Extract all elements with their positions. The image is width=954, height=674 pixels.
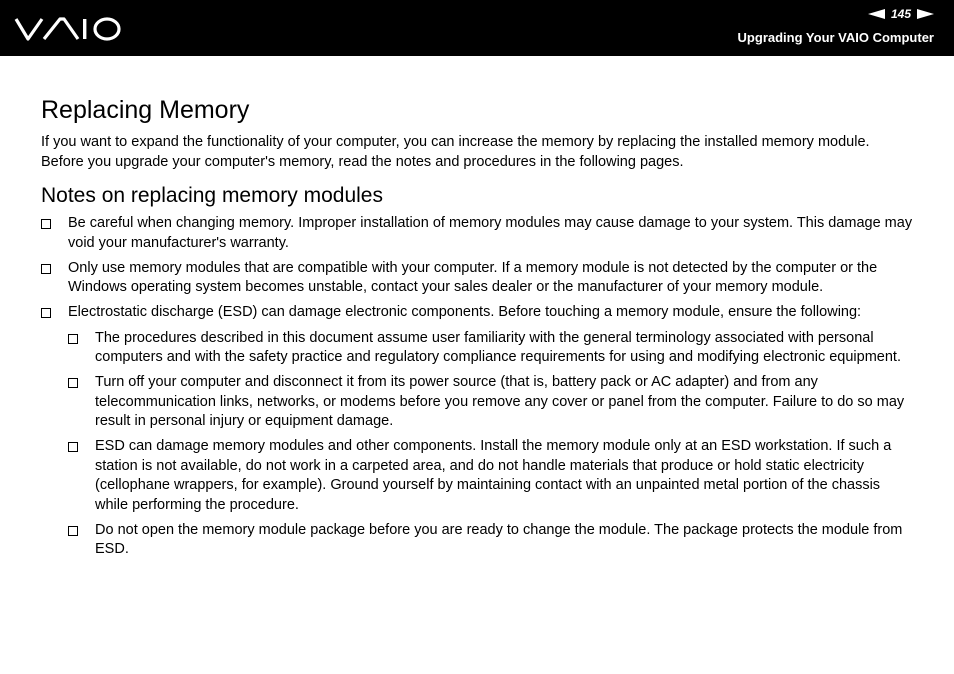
next-page-icon[interactable]: [917, 9, 934, 19]
list-item: [41, 214, 913, 253]
checkbox-bullet-icon: [68, 378, 78, 388]
vaio-logo: [14, 15, 122, 43]
list-item: [68, 329, 913, 368]
checkbox-bullet-icon: [68, 526, 78, 536]
list-item-text: Do not open the memory module package before you are ready to change the module. The package protects the module from ESD.: [95, 521, 903, 557]
list-item: [68, 521, 913, 560]
list-item-text: Be careful when changing memory. Improper installation of memory modules may cause damage to your system. This damage may void your manufacturer's warranty.: [68, 215, 913, 251]
checkbox-bullet-icon: [68, 334, 78, 344]
notes-list: [41, 214, 913, 560]
page-header: [0, 0, 954, 56]
section-title: Upgrading Your VAIO Computer: [737, 30, 934, 45]
page-title: Replacing Memory: [41, 96, 250, 124]
list-item-text: Only use memory modules that are compatible with your computer. If a memory module is not detected by the computer or the Windows operating system becomes unstable, contact your sales dealer or the manufacturer of your memory module.: [68, 259, 878, 295]
list-item: [41, 303, 913, 560]
intro-paragraph: If you want to expand the functionality of your computer, you can increase the memory by replacing the installed memory module. Before you upgrade your computer's memory, read the notes and procedures in the following pages.: [41, 134, 870, 170]
checkbox-bullet-icon: [41, 308, 51, 318]
page-navigation: [868, 7, 934, 21]
list-item: [41, 259, 913, 298]
checkbox-bullet-icon: [41, 264, 51, 274]
list-item: [68, 437, 913, 515]
list-item: [68, 373, 913, 432]
list-item-text: Turn off your computer and disconnect it from its power source (that is, battery pack or AC adapter) and from any telecommunication links, networks, or modems before you remove any cover or panel from the computer. Failure to do so may result in personal injury or equipment damage.: [95, 374, 905, 429]
list-item-text: Electrostatic discharge (ESD) can damage electronic components. Before touching a memory module, ensure the following:: [68, 304, 862, 320]
sub-notes-list: [68, 329, 913, 560]
notes-heading: Notes on replacing memory modules: [41, 184, 383, 207]
page-number: 145: [890, 7, 911, 21]
list-item-text: The procedures described in this document assume user familiarity with the general terminology associated with personal computers and with the safety practice and regulatory compliance requirements for using and modifying electronic equipment.: [95, 329, 901, 365]
previous-page-icon[interactable]: [868, 9, 885, 19]
checkbox-bullet-icon: [68, 442, 78, 452]
main-content: [41, 95, 913, 565]
list-item-text: ESD can damage memory modules and other components. Install the memory module only at an ESD workstation. If such a station is not available, do not work in a carpeted area, and do not handle materials that produce or hold static electricity (cellophane wrappers, for example). Ground yourself by maintaining contact with an unpainted metal portion of the chassis while performing the procedure.: [95, 438, 892, 513]
checkbox-bullet-icon: [41, 219, 51, 229]
